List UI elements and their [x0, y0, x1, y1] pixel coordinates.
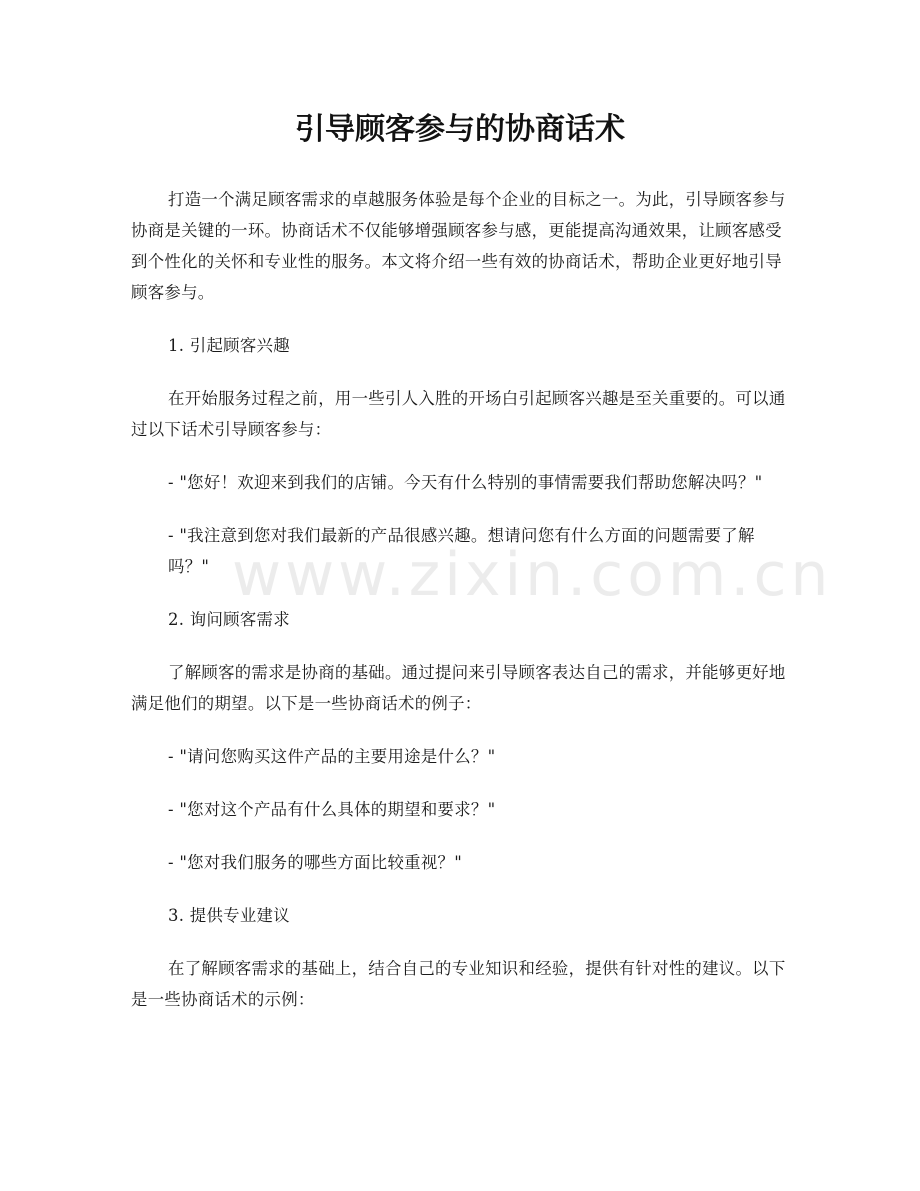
section-paragraph: 在开始服务过程之前，用一些引人入胜的开场白引起顾客兴趣是至关重要的。可以通过以下话术引导顾客参与：	[131, 389, 786, 439]
section-paragraph: 了解顾客的需求是协商的基础。通过提问来引导顾客表达自己的需求，并能够更好地满足他们的期望。以下是一些协商话术的例子：	[131, 663, 786, 713]
example-quote: - "您对这个产品有什么具体的期望和要求？"	[168, 800, 496, 819]
intro-paragraph: 打造一个满足顾客需求的卓越服务体验是每个企业的目标之一。为此，引导顾客参与协商是关键的一环。协商话术不仅能够增强顾客参与感，更能提高沟通效果，让顾客感受到个性化的关怀和专业性的服务。本文将介绍一些有效的协商话术，帮助企业更好地引导顾客参与。	[131, 190, 786, 302]
document-body	[131, 184, 791, 1037]
example-quote: - "您好！欢迎来到我们的店铺。今天有什么特别的事情需要我们帮助您解决吗？"	[168, 473, 763, 492]
watermark: www.zixin.com.cn	[232, 540, 833, 610]
section-heading: 3. 提供专业建议	[168, 906, 290, 925]
section-heading: 1. 引起顾客兴趣	[168, 336, 290, 355]
section-heading: 2. 询问顾客需求	[168, 610, 290, 629]
document-title: 引导顾客参与的协商话术	[295, 112, 625, 147]
section-paragraph: 在了解顾客需求的基础上，结合自己的专业知识和经验，提供有针对性的建议。以下是一些协商话术的示例：	[131, 959, 786, 1009]
example-quote: - "我注意到您对我们最新的产品很感兴趣。想请问您有什么方面的问题需要了解吗？"	[168, 526, 755, 576]
example-quote: - "您对我们服务的哪些方面比较重视？"	[168, 853, 463, 872]
example-quote: - "请问您购买这件产品的主要用途是什么？"	[168, 747, 496, 766]
